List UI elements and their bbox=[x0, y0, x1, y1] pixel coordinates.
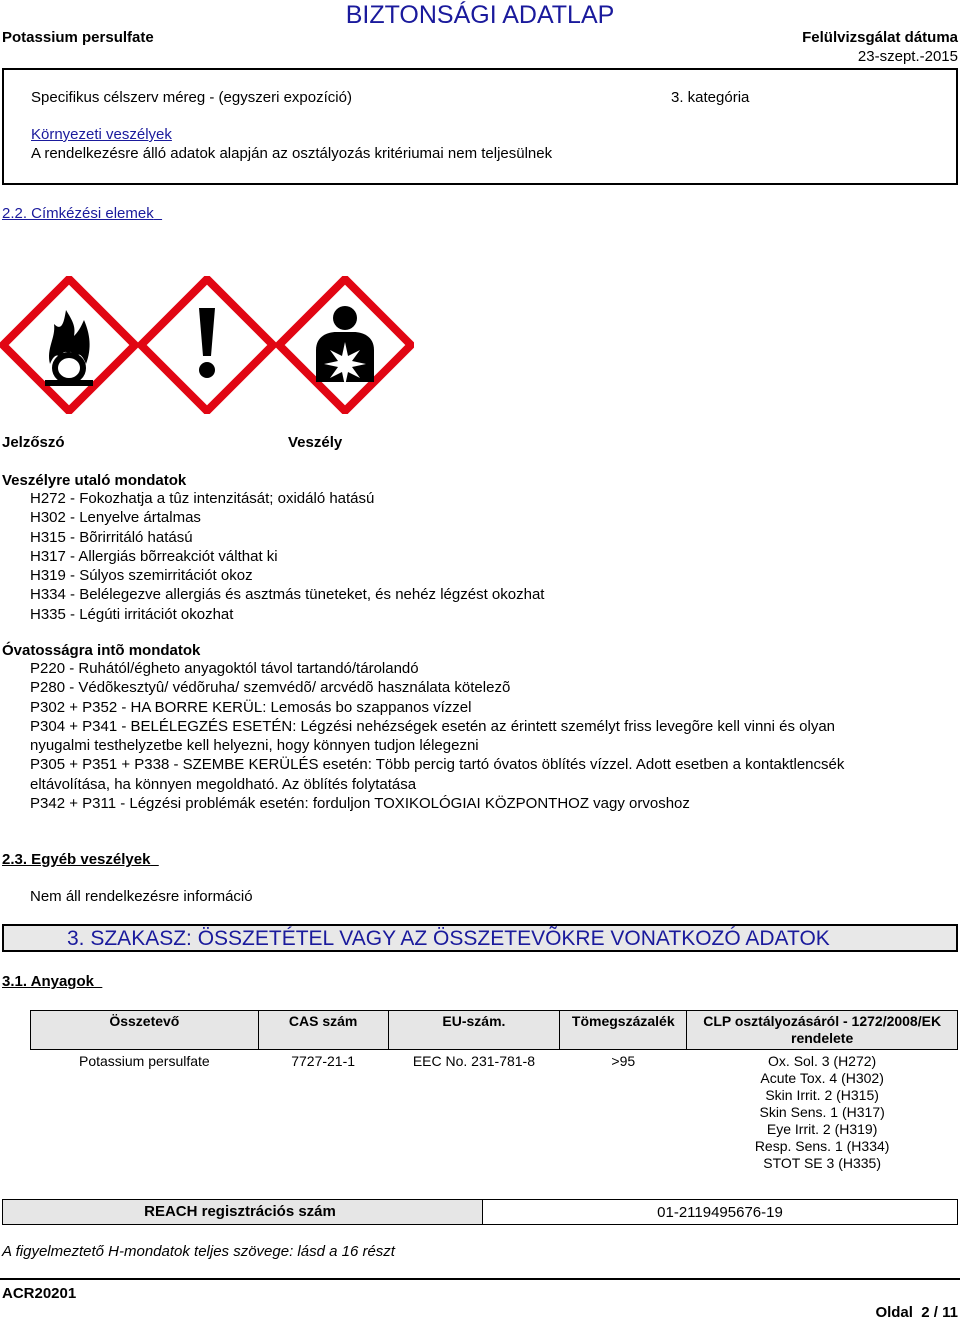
column-header: CAS szám bbox=[258, 1011, 388, 1050]
flame-over-circle-icon bbox=[0, 276, 138, 414]
h-statements-footnote: A figyelmeztető H-mondatok teljes szövege: lásd a 16 részt bbox=[2, 1243, 395, 1260]
clp-entry: Eye Irrit. 2 (H319) bbox=[766, 1121, 878, 1137]
other-hazards-text: Nem áll rendelkezésre információ bbox=[30, 888, 253, 905]
page-number: Oldal 2 / 11 bbox=[875, 1304, 958, 1321]
substances-heading: 3.1. Anyagok bbox=[2, 973, 94, 990]
document-title: BIZTONSÁGI ADATLAP bbox=[345, 1, 615, 29]
document-code: ACR20201 bbox=[2, 1285, 77, 1302]
precautionary-statement: P220 - Ruhától/égheto anyagoktól távol tartandó/tárolandó bbox=[30, 660, 419, 677]
hazard-statement: H335 - Légúti irritációt okozhat bbox=[30, 605, 234, 623]
clp-entry: Ox. Sol. 3 (H272) bbox=[768, 1053, 877, 1069]
signal-word-label: Jelzőszó bbox=[2, 434, 65, 451]
stot-category: 3. kategória bbox=[671, 89, 750, 106]
precautionary-statement: P304 + P341 - BELÉLEGZÉS ESETÉN: Légzési nehézségek esetén az érintett személyt friss levegõre kell vinni és olyan bbox=[30, 717, 835, 735]
column-header: Összetevő bbox=[31, 1011, 259, 1050]
table-header-row bbox=[31, 1011, 958, 1050]
precautionary-statements-list bbox=[30, 659, 844, 813]
hazard-statement: H334 - Belélegezve allergiás és asztmás tüneteket, és nehéz légzést okozhat bbox=[30, 586, 545, 604]
hazard-statement: H272 - Fokozhatja a tûz intenzitását; oxidáló hatású bbox=[30, 490, 375, 507]
section3-title: 3. SZAKASZ: ÖSSZETÉTEL VAGY AZ ÖSSZETEVÕKRE VONATKOZÓ ADATOK bbox=[67, 927, 830, 950]
clp-entry: Skin Sens. 1 (H317) bbox=[759, 1104, 885, 1120]
environment-heading: Környezeti veszélyek bbox=[31, 126, 172, 143]
precautionary-statement: P305 + P351 + P338 - SZEMBE KERÜLÉS esetén: Több percig tartó óvatos öblítés vízzel. Adott esetben a kontaktlencsék bbox=[30, 756, 845, 774]
ghs-pictograms bbox=[0, 276, 414, 414]
review-date-label: Felülvizsgálat dátuma bbox=[802, 29, 958, 46]
reach-number: 01-2119495676-19 bbox=[482, 1199, 958, 1225]
footer-divider bbox=[0, 1278, 960, 1280]
eu-number: EEC No. 231-781-8 bbox=[412, 1053, 536, 1069]
health-hazard-icon bbox=[276, 276, 414, 414]
other-hazards-heading: 2.3. Egyéb veszélyek bbox=[2, 851, 151, 868]
stot-label: Specifikus célszerv méreg - (egyszeri expozíció) bbox=[31, 89, 352, 106]
labelling-heading: 2.2. Címkézési elemek bbox=[2, 205, 154, 222]
column-header: CLP osztályozásáról - 1272/2008/EK rendelete bbox=[687, 1011, 958, 1050]
review-date: 23-szept.-2015 bbox=[857, 48, 958, 65]
column-header: Tömegszázalék bbox=[560, 1011, 687, 1050]
reach-label: REACH regisztrációs szám bbox=[144, 1203, 336, 1220]
table-row bbox=[31, 1050, 958, 1173]
reach-registration bbox=[0, 1199, 960, 1225]
precautionary-statement: P302 + P352 - HA BORRE KERÜL: Lemosás bo szappanos vízzel bbox=[30, 698, 472, 716]
precautionary-statement: P280 - Védõkesztyû/ védõruha/ szemvédõ/ arcvédõ használata kötelezõ bbox=[30, 679, 511, 697]
clp-classification bbox=[687, 1050, 958, 1173]
exclamation-mark-icon bbox=[138, 276, 276, 414]
hazard-statement: H315 - Bõrirritáló hatású bbox=[30, 528, 193, 546]
weight-percent: >95 bbox=[611, 1053, 636, 1069]
signal-word: Veszély bbox=[288, 434, 343, 451]
column-header: EU-szám. bbox=[388, 1011, 560, 1050]
hazard-statements-list bbox=[30, 489, 544, 624]
precautionary-statement: eltávolítása, ha könnyen megoldható. Az öblítés folytatása bbox=[30, 775, 417, 793]
ingredient-name: Potassium persulfate bbox=[78, 1053, 210, 1069]
composition-table bbox=[30, 1010, 958, 1172]
hazard-statement: H317 - Allergiás bõrreakciót válthat ki bbox=[30, 547, 278, 565]
clp-entry: Acute Tox. 4 (H302) bbox=[760, 1070, 884, 1086]
clp-entry: Resp. Sens. 1 (H334) bbox=[754, 1138, 890, 1154]
hazard-statement: H319 - Súlyos szemirritációt okoz bbox=[30, 567, 253, 585]
hazard-statements-heading: Veszélyre utaló mondatok bbox=[2, 472, 187, 489]
cas-number: 7727-21-1 bbox=[291, 1053, 356, 1069]
precautionary-statements-heading: Óvatosságra intõ mondatok bbox=[2, 642, 201, 659]
precautionary-statement: P342 + P311 - Légzési problémák esetén: forduljon TOXIKOLÓGIAI KÖZPONTHOZ vagy orvoshoz bbox=[30, 795, 690, 813]
hazard-statement: H302 - Lenyelve ártalmas bbox=[30, 509, 201, 527]
precautionary-statement: nyugalmi testhelyzetbe kell helyezni, hogy könnyen tudjon lélegezni bbox=[30, 737, 479, 755]
product-name: Potassium persulfate bbox=[2, 29, 154, 46]
environment-text: A rendelkezésre álló adatok alapján az osztályozás kritériumai nem teljesülnek bbox=[31, 145, 553, 162]
clp-entry: STOT SE 3 (H335) bbox=[763, 1155, 881, 1171]
clp-entry: Skin Irrit. 2 (H315) bbox=[765, 1087, 879, 1103]
